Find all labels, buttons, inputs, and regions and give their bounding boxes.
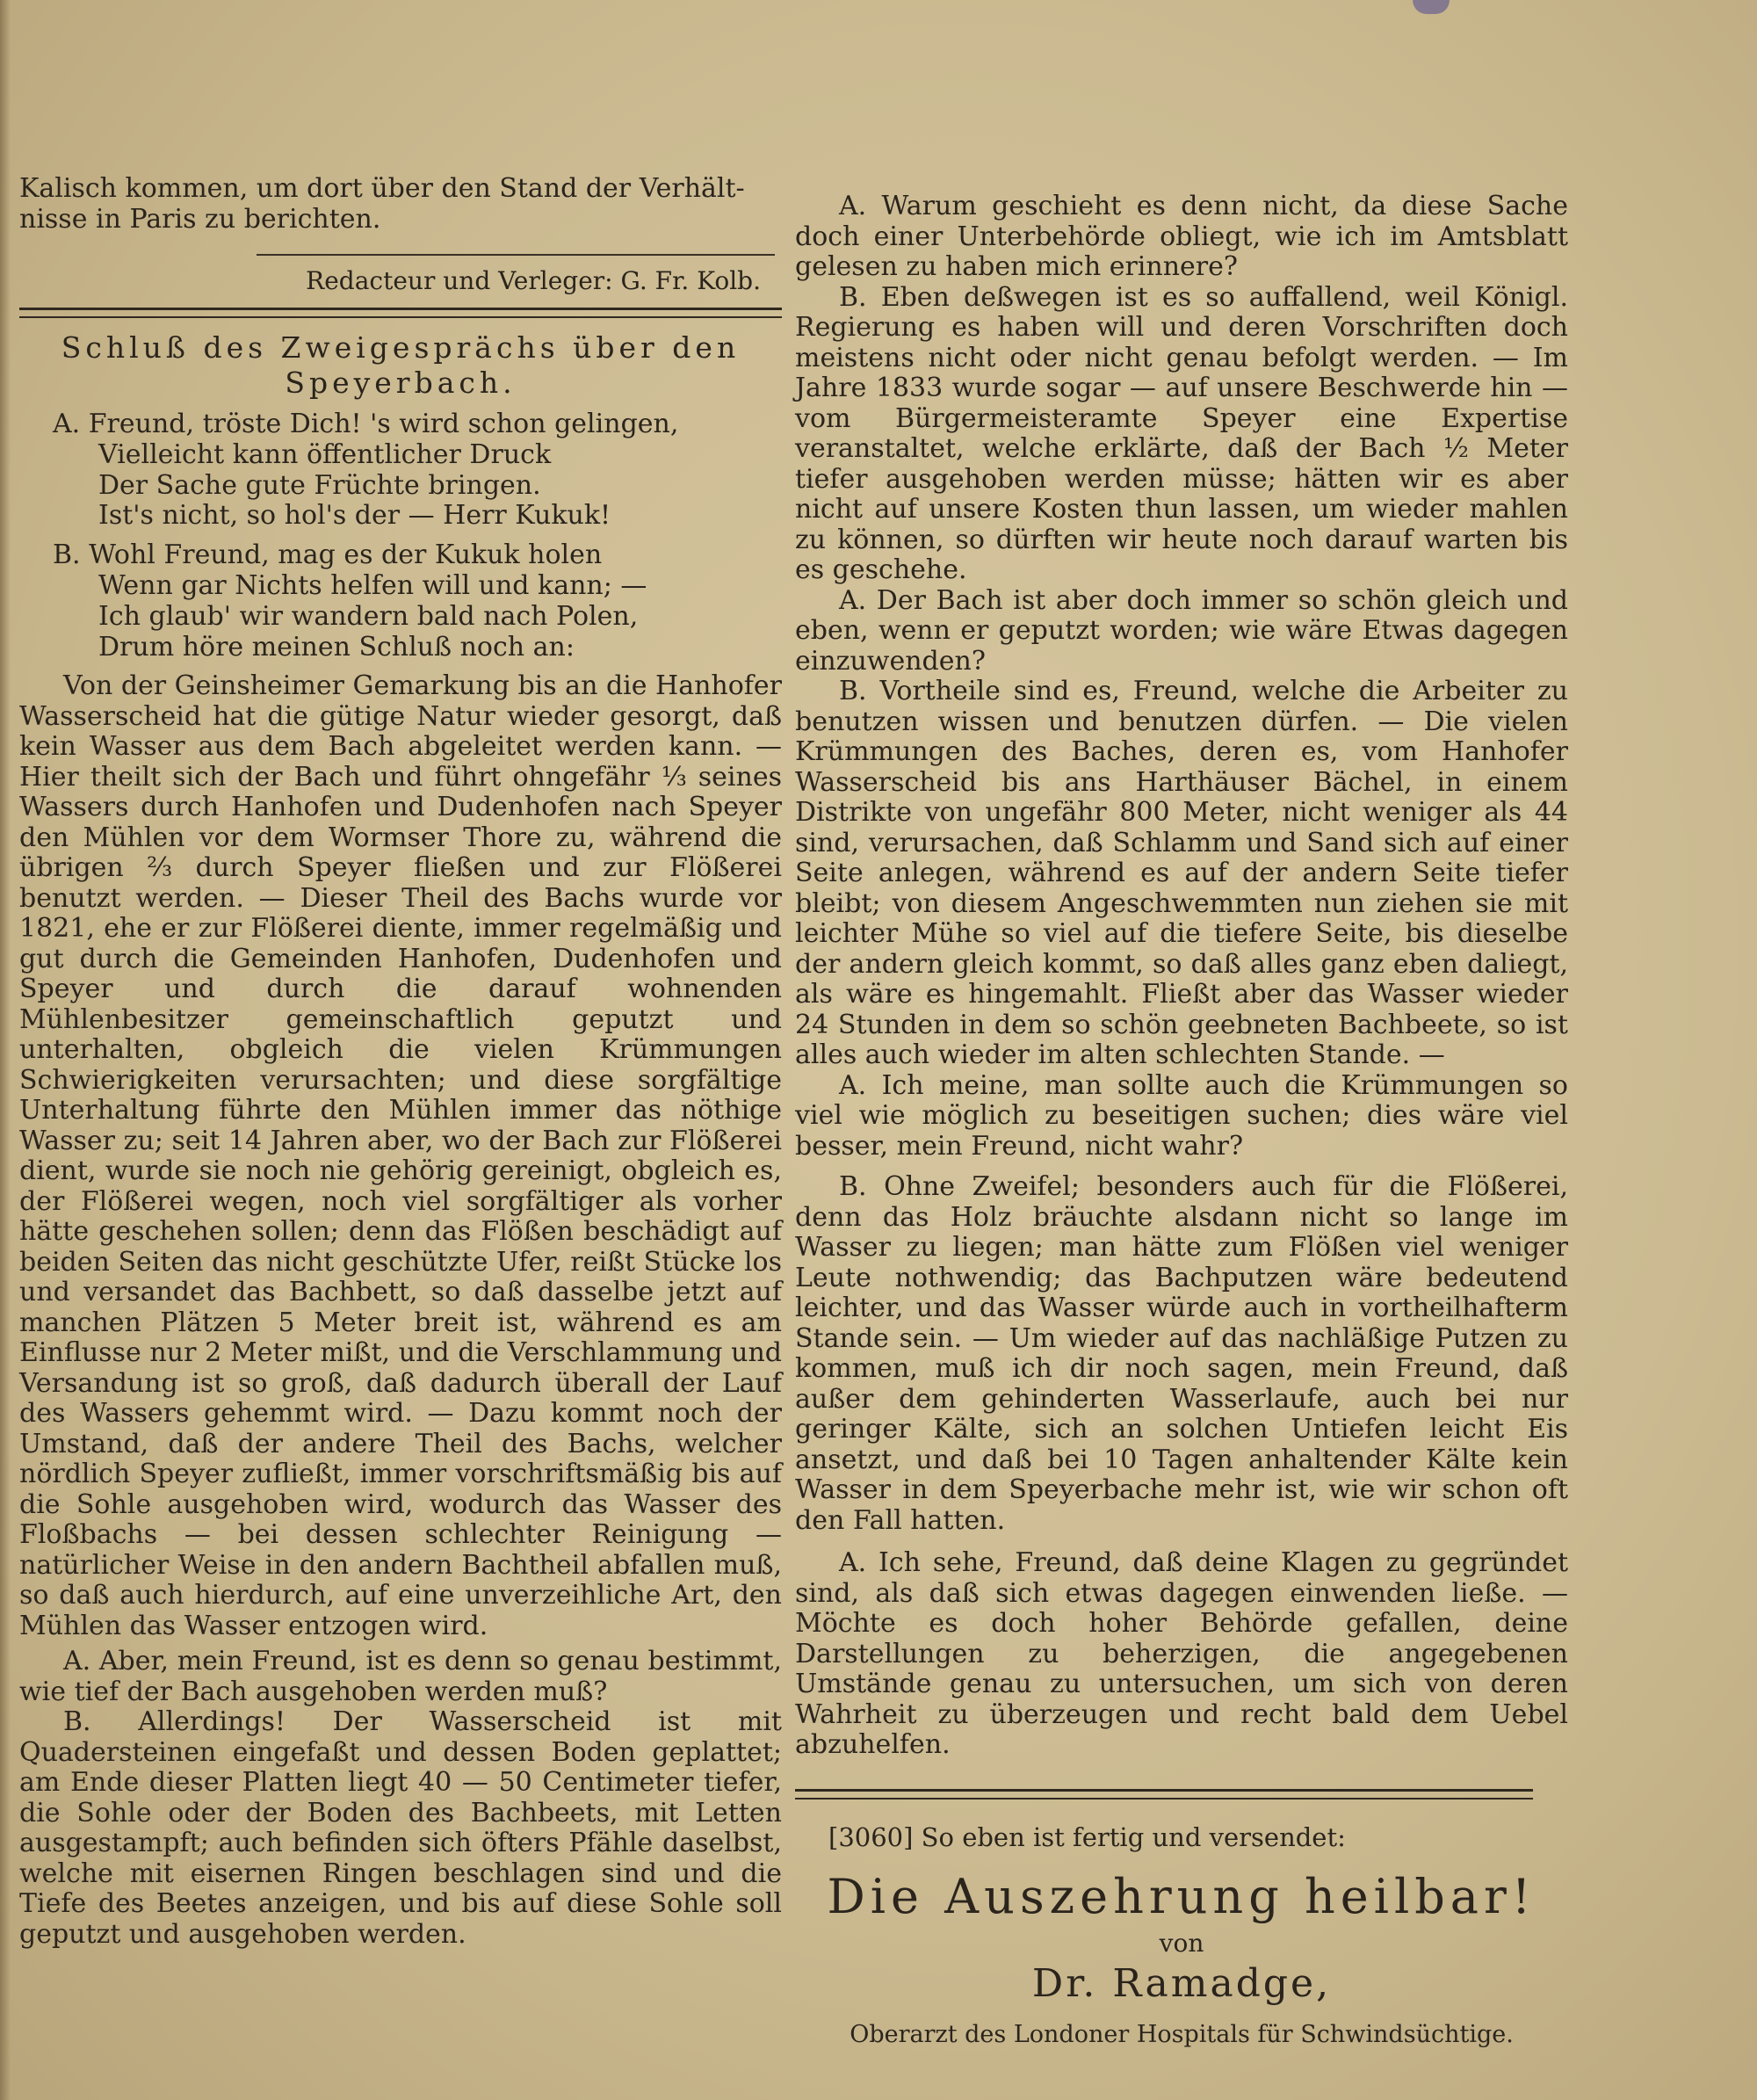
dialogue-paragraph: B. Ohne Zweifel; besonders auch für die Flößerei, denn das Holz bräuchte alsdann nicht so lange im Wasser zu liegen; man hätte zum Flößen viel weniger Leute nothwendig; das Bachputzen wäre bedeutend leichter, und das Wasser würde auch in vortheilhafterm Stande sein. — Um wieder auf das nachläßige Putzen zu kommen, muß ich dir noch sagen, mein Freund, daß außer dem gehinderten Wasserlaufe, auch bei nur geringer Kälte, sich an solchen Untiefen leicht Eis ansetzt, und daß bei 10 Tagen anhaltender Kälte kein Wasser in dem Speyerbache mehr ist, wie wir schon oft den Fall hatten. <box>795 1171 1568 1536</box>
verse-stanza <box>53 409 782 532</box>
intro-line: nisse in Paris zu berichten. <box>19 203 381 235</box>
ad-author: Dr. Ramadge, <box>1031 1960 1332 2006</box>
dialogue-paragraph: A. Ich sehe, Freund, daß deine Klagen zu gegründet sind, als daß sich etwas dagegen einwenden ließe. — Möchte es doch hoher Behörde gefallen, deine Darstellungen zu beherzigen, die angegebenen Umstände genau zu untersuchen, um sich von deren Wahrheit zu überzeugen und recht bald dem Uebel abzuhelfen. <box>795 1547 1568 1760</box>
page-edge-shadow <box>0 0 11 2100</box>
verse-line: Wenn gar Nichts helfen will und kann; — <box>98 569 647 601</box>
ad-title: Die Auszehrung heilbar! <box>827 1868 1536 1924</box>
ad-lead: [3060] So eben ist fertig und versendet: <box>828 1821 1346 1852</box>
section-divider <box>19 308 782 318</box>
dialogue-paragraph: A. Warum geschieht es denn nicht, da diese Sache doch einer Unterbehörde obliegt, wie ich im Amtsblatt gelesen zu haben mich erinnere? <box>795 191 1568 282</box>
left-column <box>19 174 782 1950</box>
ad-von: von <box>1159 1928 1204 1958</box>
body-paragraph: Von der Geinsheimer Gemarkung bis an die Hanhofer Wasserscheid hat die gütige Natur wieder gesorgt, daß kein Wasser aus dem Bach abgeleitet werden kann. — Hier theilt sich der Bach und führt ohngefähr ⅓ seines Wassers durch Hanhofen und Dudenhofen nach Speyer den Mühlen vor dem Wormser Thore zu, während die übrigen ⅔ durch Speyer fließen und zur Flößerei benutzt werden. — Dieser Theil des Bachs wurde vor 1821, ehe er zur Flößerei diente, immer regelmäßig und gut durch die Gemeinden Hanhofen, Dudenhofen und Speyer und durch die darauf wohnenden Mühlenbesitzer gemeinschaftlich geputzt und unterhalten, obgleich die vielen Krümmungen Schwierigkeiten verursachten; und diese sorgfältige Unterhaltung führte den Mühlen immer das nöthige Wasser zu; seit 14 Jahren aber, wo der Bach zur Flößerei dient, wurde sie noch nie gehörig gereinigt, obgleich es, der Flößerei wegen, noch viel sorgfältiger als vorher hätte geschehen sollen; denn das Flößen beschädigt auf beiden Seiten das nicht geschützte Ufer, reißt Stücke los und versandet das Bachbett, so daß dasselbe jetzt auf manchen Plätzen 5 Meter breit ist, während es am Einflusse nur 2 Meter mißt, und die Verschlammung und Versandung ist so groß, daß dadurch überall der Lauf des Wassers gehemmt wird. — Dazu kommt noch der Umstand, daß der andere Theil des Bachs, welcher nördlich Speyer zufließt, immer vorschriftsmäßig bis auf die Sohle ausgehoben wird, wodurch das Wasser des Floßbachs — bei dessen schlechter Reinigung — natürlicher Weise in den andern Bachtheil abfallen muß, so daß auch hierdurch, auf eine unverzeihliche Art, den Mühlen das Wasser entzogen wird. <box>19 670 782 1641</box>
ink-mark <box>1413 0 1450 14</box>
verse-line: A. Freund, tröste Dich! 's wird schon gelingen, <box>53 409 679 439</box>
dialogue-paragraph: A. Der Bach ist aber doch immer so schön gleich und eben, wenn er geputzt worden; wie wäre Etwas dagegen einzuwenden? <box>795 584 1568 677</box>
publisher-credit: Redacteur und Verleger: G. Fr. Kolb. <box>306 266 761 295</box>
dialogue-paragraph: A. Aber, mein Freund, ist es denn so genau bestimmt, wie tief der Bach ausgehoben werden muß? <box>19 1646 782 1707</box>
ad-subtitle: Oberarzt des Londoner Hospitals für Schwindsüchtige. <box>850 2020 1514 2048</box>
verse-line: Ist's nicht, so hol's der — Herr Kukuk! <box>98 500 611 532</box>
verse-line: Ich glaub' wir wandern bald nach Polen, <box>98 600 639 632</box>
verse-line: Vielleicht kann öffentlicher Druck <box>98 438 552 470</box>
verse-line: Der Sache gute Früchte bringen. <box>98 469 541 501</box>
dialogue-paragraph: B. Allerdings! Der Wasserscheid ist mit Quadersteinen eingefaßt und dessen Boden geplattet; am Ende dieser Platten liegt 40 — 50 Centimeter tiefer, die Sohle oder der Boden des Bachbeets, mit Letten ausgestampft; auch befinden sich öfters Pfähle daselbst, welche mit eisernen Ringen beschlagen sind und die Tiefe des Beetes anzeigen, und bis auf diese Sohle soll geputzt und ausgehoben werden. <box>19 1706 782 1950</box>
intro-line: Kalisch kommen, um dort über den Stand der Verhält- <box>19 173 745 204</box>
verse-line: Drum höre meinen Schluß noch an: <box>98 631 575 663</box>
article-title <box>19 330 782 401</box>
dialogue-paragraph: B. Vortheile sind es, Freund, welche die Arbeiter zu benutzen wissen und benutzen dürfen. — Die vielen Krümmungen des Baches, deren es, vom Hanhofer Wasserscheid bis ans Harthäuser Bächel, in einem Distrikte von ungefähr 800 Meter, nicht weniger als 44 sind, verursachen, daß Schlamm und Sand sich auf einer Seite anlegen, während es auf der andern Seite tiefer bleibt; von diesem Angeschwemmten nun ziehen sie mit leichter Mühe so viel auf die tiefere Seite, bis dieselbe der andern gleich kommt, so daß alles ganz eben daliegt, als wäre es hingemahlt. Fließt aber das Wasser wieder 24 Stunden in dem so schön geebneten Bachbeete, so ist alles auch wieder im alten schlechten Stande. — <box>795 676 1568 1070</box>
right-column <box>795 192 1568 2053</box>
dialogue-paragraph: B. Eben deßwegen ist es so auffallend, weil Königl. Regierung es haben will und deren Vorschriften doch meistens nicht oder nicht genau befolgt werden. — Im Jahre 1833 wurde sogar — auf unsere Beschwerde hin — vom Bürgermeisteramte Speyer eine Expertise veranstaltet, welche erklärte, daß der Bach ½ Meter tiefer ausgehoben werden müsse; hätten wir es aber nicht auf unsere Kosten thun lassen, um wieder mahlen zu können, so dürften wir heute noch darauf warten bis es geschehe. <box>795 281 1568 585</box>
article-title-line: Speyerbach. <box>285 366 517 400</box>
divider <box>257 254 775 256</box>
article-title-line: Schluß des Zweigesprächs über den <box>61 330 741 365</box>
verse-stanza <box>53 539 782 663</box>
advertisement <box>795 1822 1568 2053</box>
dialogue-paragraph: A. Ich meine, man sollte auch die Krümmungen so viel wie möglich zu beseitigen suchen; dies wäre viel besser, mein Freund, nicht wahr? <box>795 1069 1568 1162</box>
section-divider <box>795 1789 1533 1799</box>
verse-line: B. Wohl Freund, mag es der Kukuk holen <box>53 539 603 571</box>
